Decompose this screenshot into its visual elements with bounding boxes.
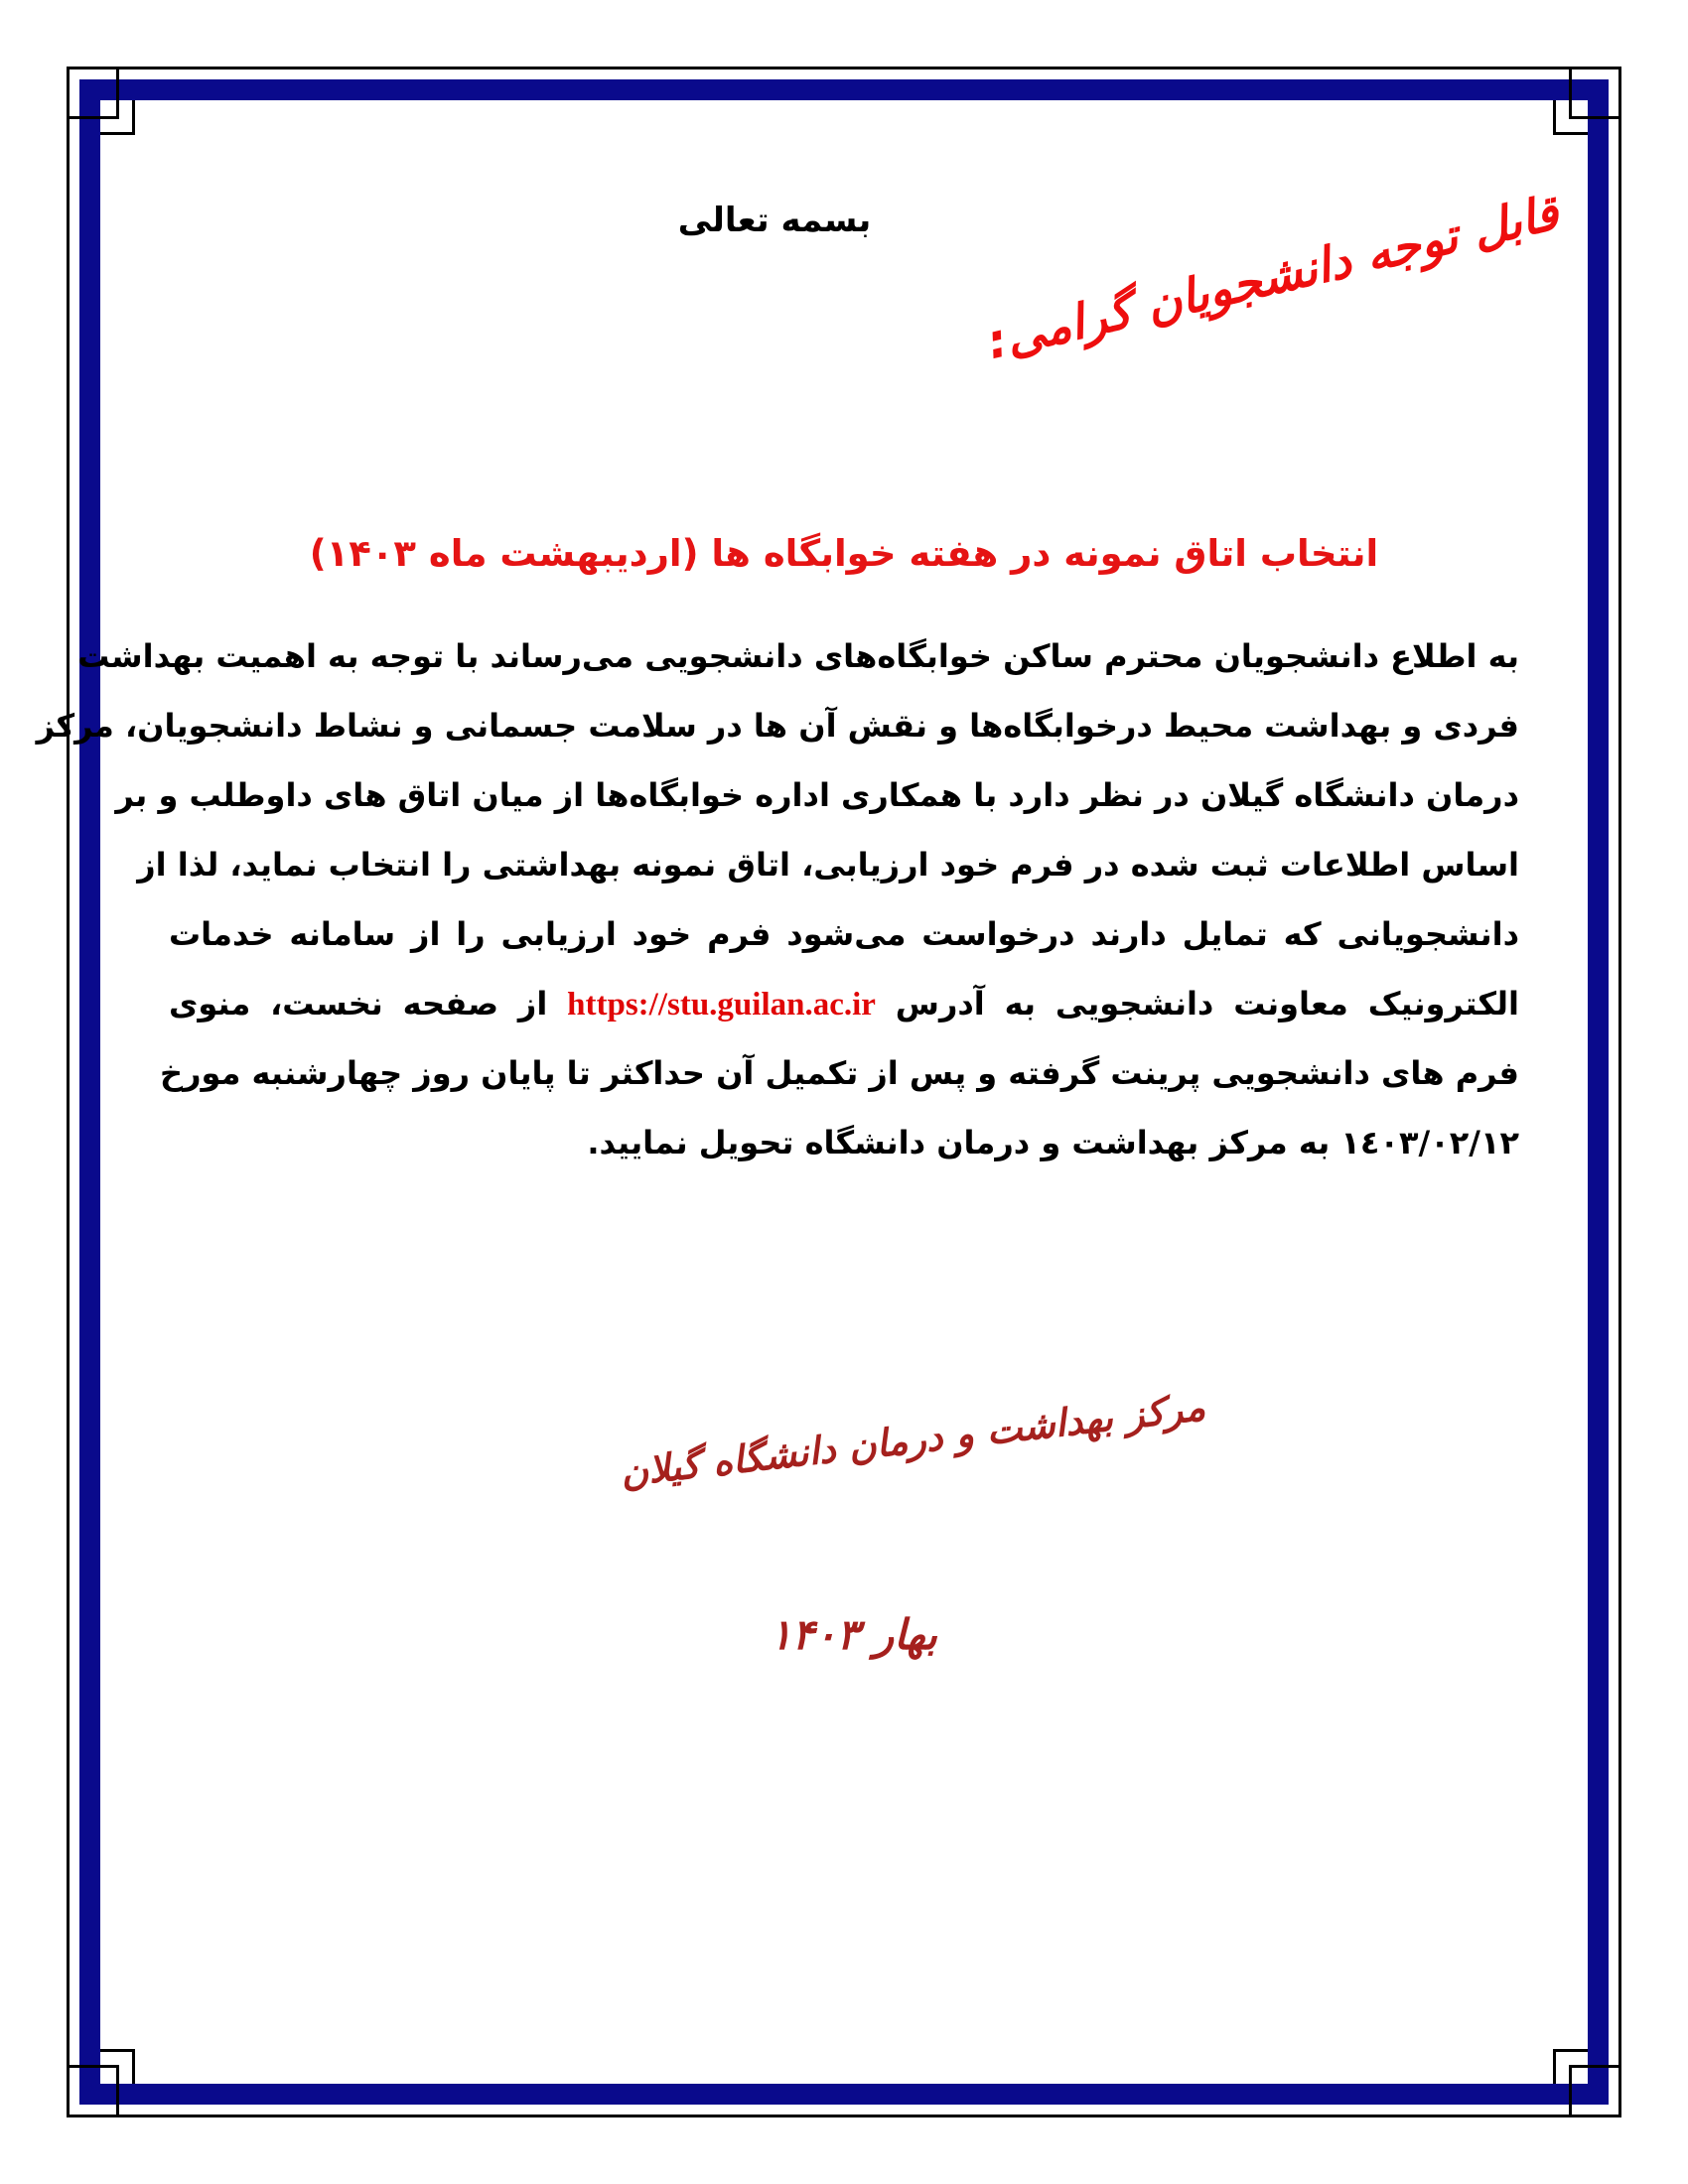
body-line-7-text: فرم های دانشجویی پرینت گرفته و پس از تکمیل آن حداکثر تا پایان روز چهارشنبه مورخ	[160, 1054, 1519, 1092]
body-line-6-text-after-link: از صفحه نخست، منوی	[169, 985, 568, 1023]
announcement-body	[36, 621, 1520, 1177]
body-line-3	[115, 760, 1519, 830]
body-line-8-text: ١٤٠٣/٠٢/١٢ به مرکز بهداشت و درمان دانشگاه تحویل نمایید.	[587, 1124, 1519, 1161]
announcement-title: انتخاب اتاق نمونه در هفته خوابگاه ها (اردیبهشت ماه ۱۴۰۳)	[309, 532, 1379, 575]
body-line-7	[160, 1038, 1519, 1108]
body-line-8	[169, 1108, 1519, 1177]
body-line-1	[77, 621, 1519, 691]
body-line-1-text: به اطلاع دانشجویان محترم ساکن خوابگاه‌های دانشجویی می‌رساند با توجه به اهمیت بهداشت	[77, 637, 1519, 675]
body-line-3-text: درمان دانشگاه گیلان در نظر دارد با همکاری اداره خوابگاه‌ها از میان اتاق های داوطلب و بر	[115, 776, 1519, 814]
body-line-5	[169, 899, 1519, 969]
body-line-6-text-before-link: الکترونیک معاونت دانشجویی به آدرس	[875, 985, 1520, 1023]
body-line-5-text: دانشجویانی که تمایل دارند درخواست می‌شود فرم خود ارزیابی را از سامانه خدمات	[169, 915, 1519, 953]
portal-url-link[interactable]: https://stu.guilan.ac.ir	[567, 987, 876, 1023]
body-line-2-text: فردی و بهداشت محیط درخوابگاه‌ها و نقش آن ها در سلامت جسمانی و نشاط دانشجویان، مرکز	[36, 707, 1519, 745]
body-line-6	[169, 969, 1519, 1038]
salutation-calligraphy: قابل توجه دانشجویان گرامی:	[981, 185, 1564, 371]
bismillah-header: بسمه تعالی	[677, 201, 872, 240]
body-line-4	[137, 830, 1519, 899]
body-line-2	[36, 691, 1519, 760]
body-line-4-text: اساس اطلاعات ثبت شده در فرم خود ارزیابی، اتاق نمونه بهداشتی را انتخاب نماید، لذا از	[137, 846, 1519, 884]
season-date: بهار ۱۴۰۳	[770, 1610, 937, 1659]
signature-calligraphy: مرکز بهداشت و درمان دانشگاه گیلان	[618, 1385, 1207, 1495]
